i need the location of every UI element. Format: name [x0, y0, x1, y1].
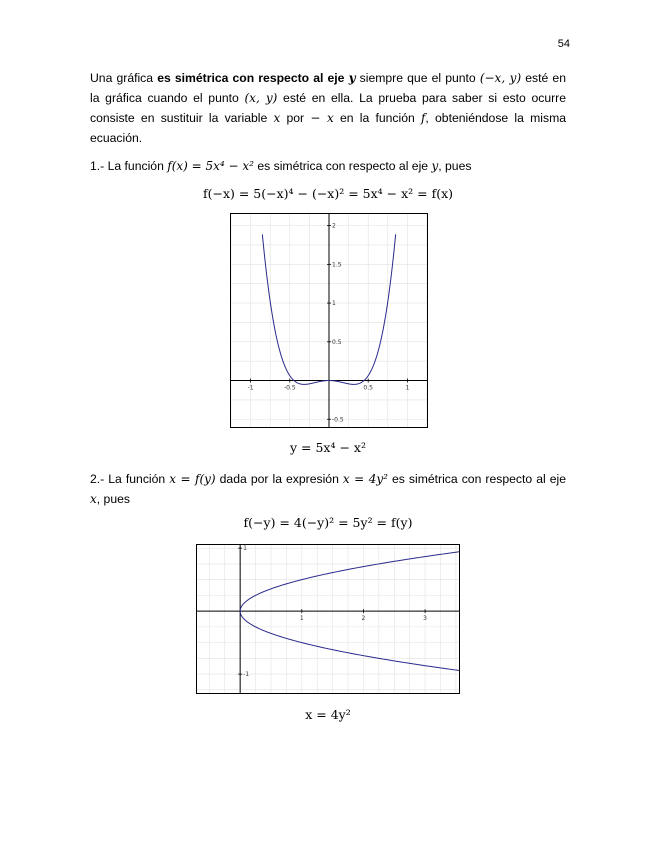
x-tick-label: 0.5	[363, 384, 373, 392]
x-tick-label: 2	[361, 615, 366, 623]
example1-equation: f(−x) = 5(−x)⁴ − (−x)² = 5x⁴ − x² = f(x)	[202, 186, 454, 201]
example1-caption: y = 5x⁴ − x²	[290, 440, 366, 455]
function-curve	[240, 551, 459, 674]
y-tick-label: -0.5	[332, 416, 344, 424]
example1-statement: 1.- La función f(x) = 5x⁴ − x² es simétrica con respecto al eje y, pues	[90, 159, 472, 173]
x-tick-label: -1	[247, 384, 254, 392]
intro-paragraph: Una gráfica es simétrica con respecto al eje y siempre que el punto (−x, y) esté en la gráfica cuando el punto (x, y) esté en ella. La prueba para saber si esto ocurre consiste en sustituir la variable x por − x en la función f, obteniéndose la misma ecuación.	[90, 71, 567, 145]
y-tick-label: 1	[332, 300, 336, 308]
example2-caption: x = 4y²	[305, 707, 351, 722]
example2-equation: f(−y) = 4(−y)² = 5y² = f(y)	[243, 515, 413, 530]
y-tick-label: 1	[243, 545, 247, 553]
x-tick-label: 3	[423, 615, 428, 623]
y-tick-label: -1	[243, 671, 250, 679]
x-tick-label: 1	[299, 615, 304, 623]
x-tick-label: -0.5	[283, 384, 296, 392]
y-tick-label: 1.5	[332, 261, 342, 269]
graph-quartic	[230, 213, 428, 428]
y-tick-label: 0.5	[332, 338, 342, 346]
page-number: 54	[557, 38, 570, 50]
quartic-plot	[231, 214, 427, 427]
parabola-plot	[197, 545, 459, 693]
x-tick-label: 1	[405, 384, 410, 392]
graph-parabola	[196, 544, 460, 694]
example2-statement: 2.- La función x = f(y) dada por la expresión x = 4y² es simétrica con respecto al eje x, pues	[90, 472, 566, 506]
y-tick-label: 2	[332, 222, 336, 230]
